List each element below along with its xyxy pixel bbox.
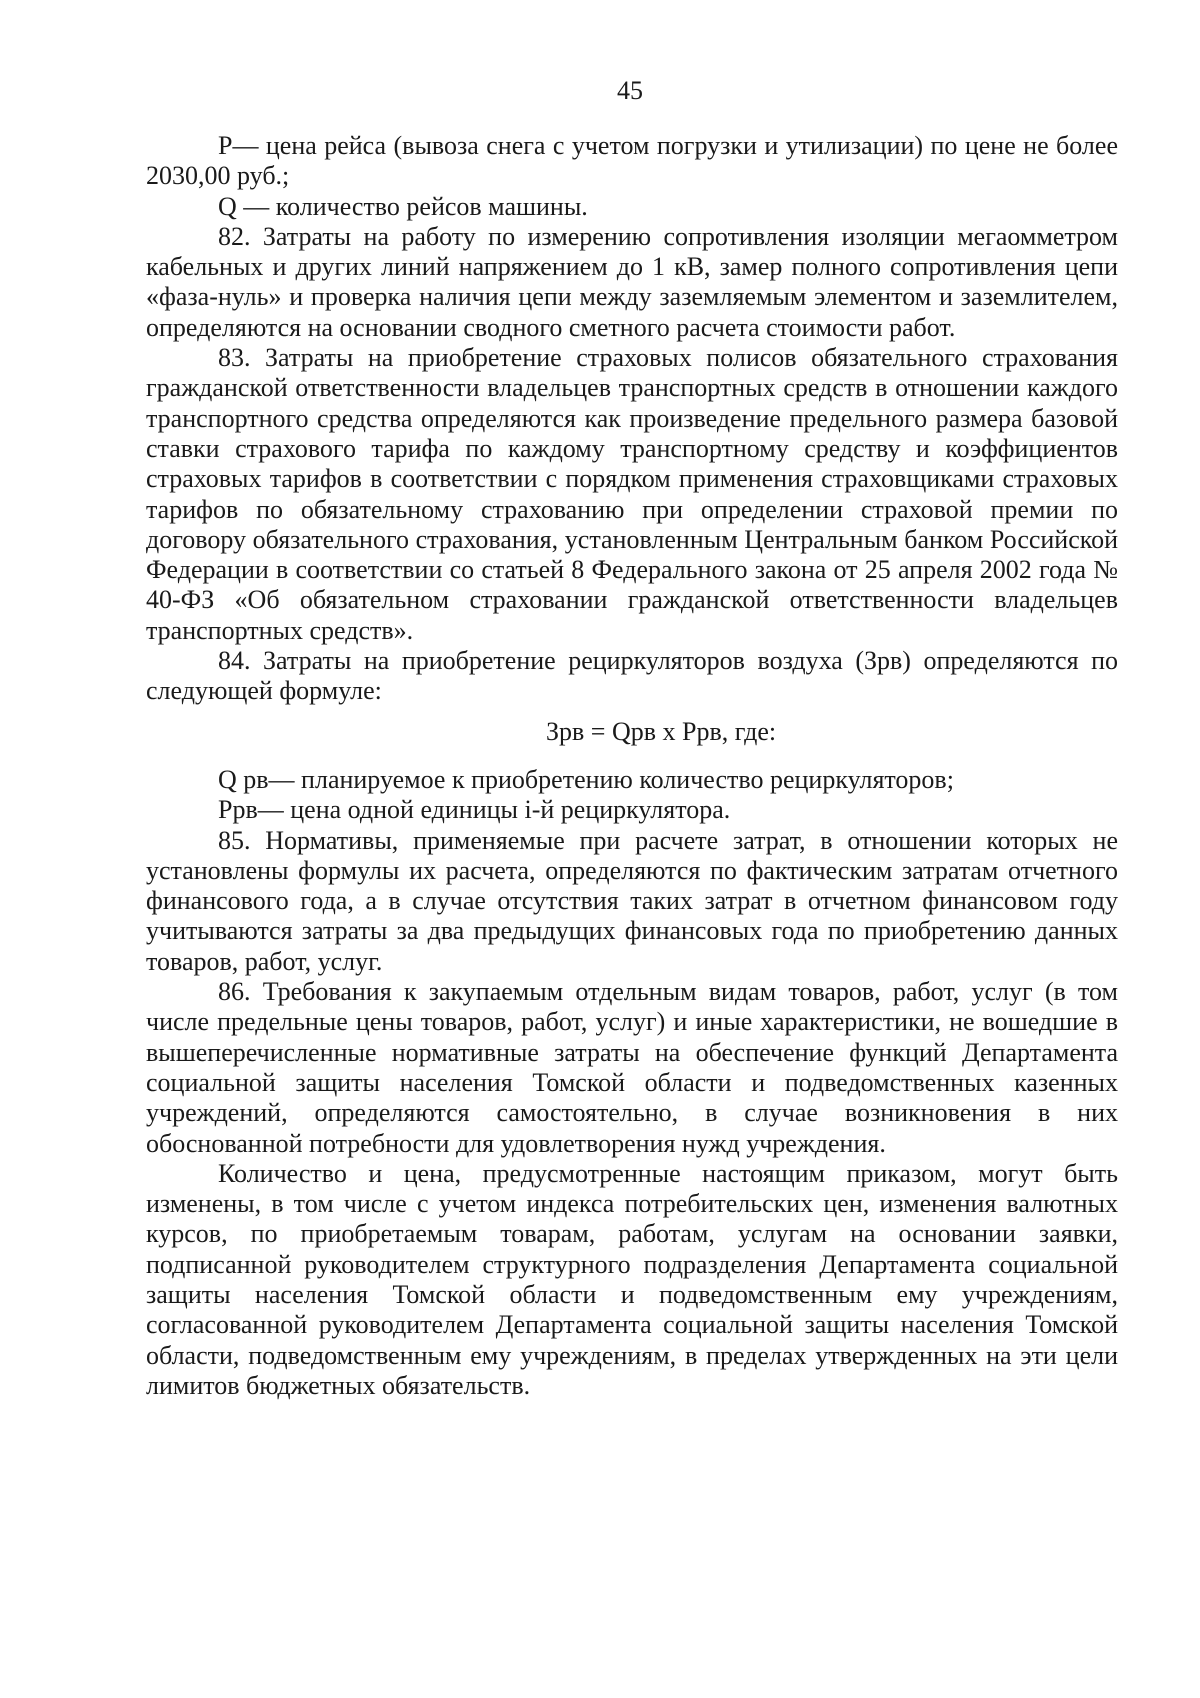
definition-qrv: Q рв— планируемое к приобретению количество рециркуляторов; (218, 764, 954, 794)
formula-zrv: Зрв = Qрв х Pрв, где: (546, 716, 777, 746)
paragraph-83: 83. Затраты на приобретение страховых полисов обязательного страхования гражданской ответственности владельцев транспортных средств в отношении каждого транспортного средства определяются как произведение предельного размера базовой ставки страхового тарифа по каждому транспортному средству и коэффициентов страховых тарифов в соответствии с порядком применения страховщиками страховых тарифов по обязательному страхованию при определении страховой премии по договору обязательного страхования, установленным Центральным банком Российской Федерации в соответствии со статьей 8 Федерального закона от 25 апреля 2002 года № 40-ФЗ «Об обязательном страховании гражданской ответственности владельцев транспортных средств». (146, 343, 1118, 645)
paragraph-85: 85. Нормативы, применяемые при расчете затрат, в отношении которых не установлены формулы их расчета, определяются по фактическим затратам отчетного финансового года, а в случае отсутствия таких затрат в отчетном финансовом году учитываются затраты за два предыдущих финансовых года по приобретению данных товаров, работ, услуг. (146, 825, 1118, 976)
definition-q: Q — количество рейсов машины. (218, 191, 588, 221)
paragraph-82: 82. Затраты на работу по измерению сопротивления изоляции мегаомметром кабельных и других линий напряжением до 1 кВ, замер полного сопротивления цепи «фаза-нуль» и проверка наличия цепи между заземляемым элементом и заземлителем, определяются на основании сводного сметного расчета стоимости работ. (146, 221, 1118, 342)
paragraph-86: 86. Требования к закупаемым отдельным видам товаров, работ, услуг (в том числе предельные цены товаров, работ, услуг) и иные характеристики, не вошедшие в вышеперечисленные нормативные затраты на обеспечение функций Департамента социальной защиты населения Томской области и подведомственных казенных учреждений, определяются самостоятельно, в случае возникновения в них обоснованной потребности для удовлетворения нужд учреждения. (146, 977, 1118, 1158)
paragraph-84: 84. Затраты на приобретение рециркуляторов воздуха (Зрв) определяются по следующей формуле: (146, 646, 1118, 706)
definition-p: P— цена рейса (вывоза снега с учетом погрузки и утилизации) по цене не более 2030,00 руб.; (146, 131, 1118, 191)
definition-prv: Pрв— цена одной единицы i-й рециркулятора. (218, 795, 731, 825)
paragraph-final: Количество и цена, предусмотренные настоящим приказом, могут быть изменены, в том числе с учетом индекса потребительских цен, изменения валютных курсов, по приобретаемым товарам, работам, услугам на основании заявки, подписанной руководителем структурного подразделения Департамента социальной защиты населения Томской области и подведомственным ему учреждениям, согласованной руководителем Департамента социальной защиты населения Томской области, подведомственным ему учреждениям, в пределах утвержденных на эти цели лимитов бюджетных обязательств. (146, 1158, 1118, 1400)
page-number: 45 (617, 76, 643, 105)
document-body (146, 131, 1118, 1401)
